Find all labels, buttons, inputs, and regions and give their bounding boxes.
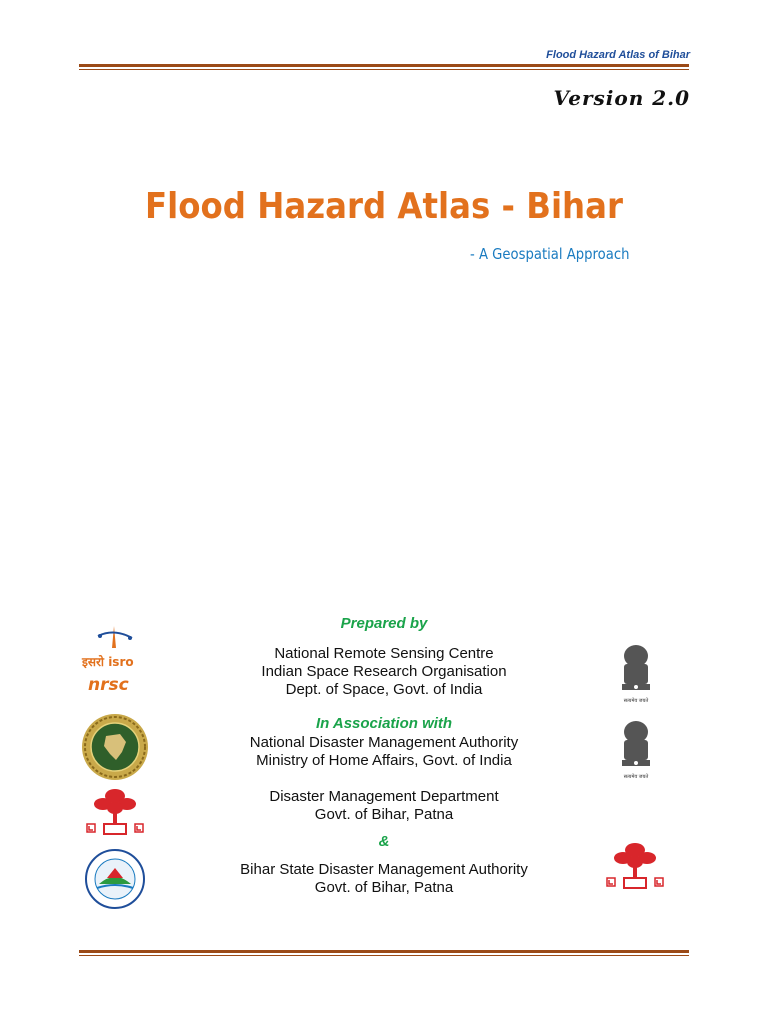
bihar-emblem-logo	[84, 786, 146, 842]
bsdma-logo	[83, 848, 147, 910]
top-rule	[79, 64, 689, 70]
association-heading: In Association with	[315, 715, 453, 732]
page-title: Flood Hazard Atlas - Bihar	[145, 186, 623, 227]
emblem-of-india-logo-2	[614, 718, 658, 782]
bottom-rule	[79, 950, 689, 956]
page-subtitle: - A Geospatial Approach	[470, 245, 630, 263]
ampersand: &	[378, 833, 390, 850]
ndma-seal-logo	[80, 712, 150, 782]
svg-text:इसरो isro: इसरो isro	[82, 655, 134, 669]
svg-text:सत्यमेव जयते: सत्यमेव जयते	[623, 774, 649, 780]
bsdma-credit: Bihar State Disaster Management Authority Govt. of Bihar, Patna	[240, 861, 528, 896]
prepared-by-heading: Prepared by	[340, 615, 428, 632]
ndma-credit: National Disaster Management Authority Ministry of Home Affairs, Govt. of India	[249, 734, 519, 769]
svg-text:सत्यमेव जयते: सत्यमेव जयते	[623, 698, 649, 704]
isro-nrsc-logo	[80, 622, 148, 696]
dmd-credit: Disaster Management Department Govt. of Bihar, Patna	[269, 788, 499, 823]
emblem-of-india-logo	[614, 642, 658, 706]
running-header: Flood Hazard Atlas of Bihar	[546, 49, 690, 61]
version-label: Version 2.0	[553, 86, 690, 110]
svg-text:nrsc: nrsc	[88, 675, 129, 695]
nrsc-credit: National Remote Sensing Centre Indian Space Research Organisation Dept. of Space, Govt. of India	[261, 645, 507, 698]
bihar-emblem-logo-2	[604, 840, 666, 896]
